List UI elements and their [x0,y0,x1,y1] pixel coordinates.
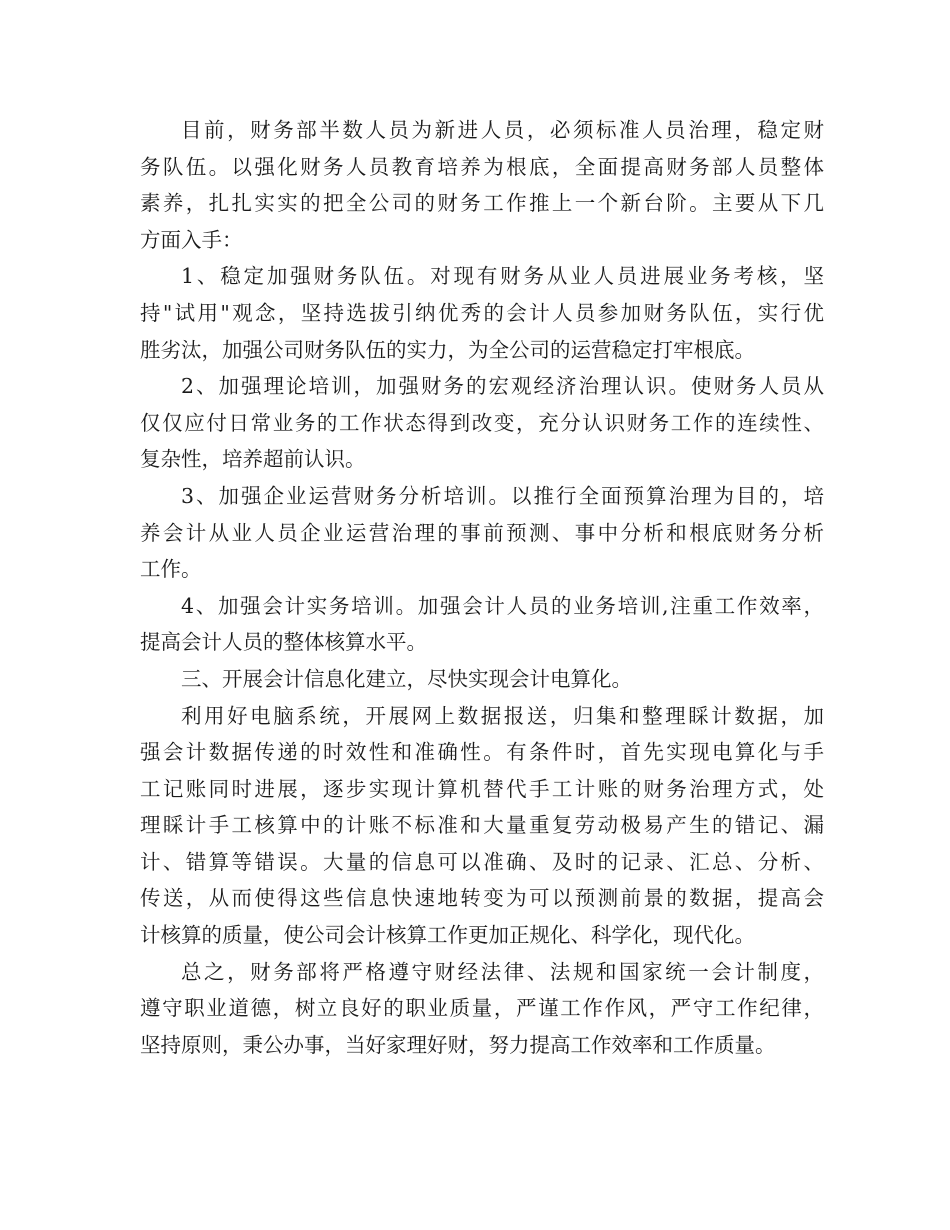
text-line: 工作。 [140,557,202,582]
text-line: 2、加强理论培训，加强财务的宏观经济治理认识。使财务人员从 [181,374,824,399]
text-line: 总之，财务部将严格遵守财经法律、法规和国家统一会计制度， [181,959,824,984]
text-line: 素养，扎扎实实的把全公司的财务工作推上一个新台阶。主要从下几 [140,191,824,216]
text-line: 3、加强企业运营财务分析培训。以推行全面预算治理为目的，培 [181,483,824,508]
paragraph [140,478,824,588]
text-line: 计、错算等错误。大量的信息可以准确、及时的记录、汇总、分析、 [140,849,824,874]
text-line: 三、开展会计信息化建立，尽快实现会计电算化。 [181,666,632,691]
text-line: 强会计数据传递的时效性和准确性。有条件时，首先实现电算化与手 [140,740,824,765]
text-line: 传送，从而使得这些信息快速地转变为可以预测前景的数据，提高会 [140,886,824,911]
text-line: 仅仅应付日常业务的工作状态得到改变，充分认识财务工作的连续性、 [140,410,824,435]
text-line: 持"试用"观念，坚持选拔引纳优秀的会计人员参加财务队伍，实行优 [140,300,824,325]
text-line: 胜劣汰，加强公司财务队伍的实力，为全公司的运营稳定打牢根底。 [140,337,755,362]
paragraph [140,698,824,954]
text-line: 复杂性，培养超前认识。 [140,447,366,472]
text-line: 坚持原则，秉公办事，当好家理好财，努力提高工作效率和工作质量。 [140,1032,776,1057]
text-line: 工记账同时进展，逐步实现计算机替代手工计账的财务治理方式，处 [140,776,824,801]
text-line: 养会计从业人员企业运营治理的事前预测、事中分析和根底财务分析 [140,520,824,545]
text-line: 遵守职业道德，树立良好的职业质量，严谨工作作风，严守工作纪律， [140,996,824,1021]
paragraph [140,368,824,478]
paragraph [140,588,824,661]
document-body [140,112,824,1063]
paragraph [140,661,824,698]
text-line: 利用好电脑系统，开展网上数据报送，归集和整理睬计数据，加 [181,703,824,728]
text-line: 目前，财务部半数人员为新进人员，必须标准人员治理，稳定财 [181,118,824,142]
text-line: 计核算的质量，使公司会计核算工作更加正规化、科学化，现代化。 [140,923,755,948]
text-line: 务队伍。以强化财务人员教育培养为根底，全面提高财务部人员整体 [140,154,824,179]
text-line: 方面入手： [140,227,243,252]
paragraph [140,112,824,258]
text-line: 理睬计手工核算中的计账不标准和大量重复劳动极易产生的错记、漏 [140,813,824,838]
paragraph [140,954,824,1064]
text-line: 提高会计人员的整体核算水平。 [140,630,427,655]
paragraph [140,258,824,368]
text-line: 4、加强会计实务培训。加强会计人员的业务培训,注重工作效率， [181,593,824,618]
text-line: 1、稳定加强财务队伍。对现有财务从业人员进展业务考核，坚 [181,264,824,289]
